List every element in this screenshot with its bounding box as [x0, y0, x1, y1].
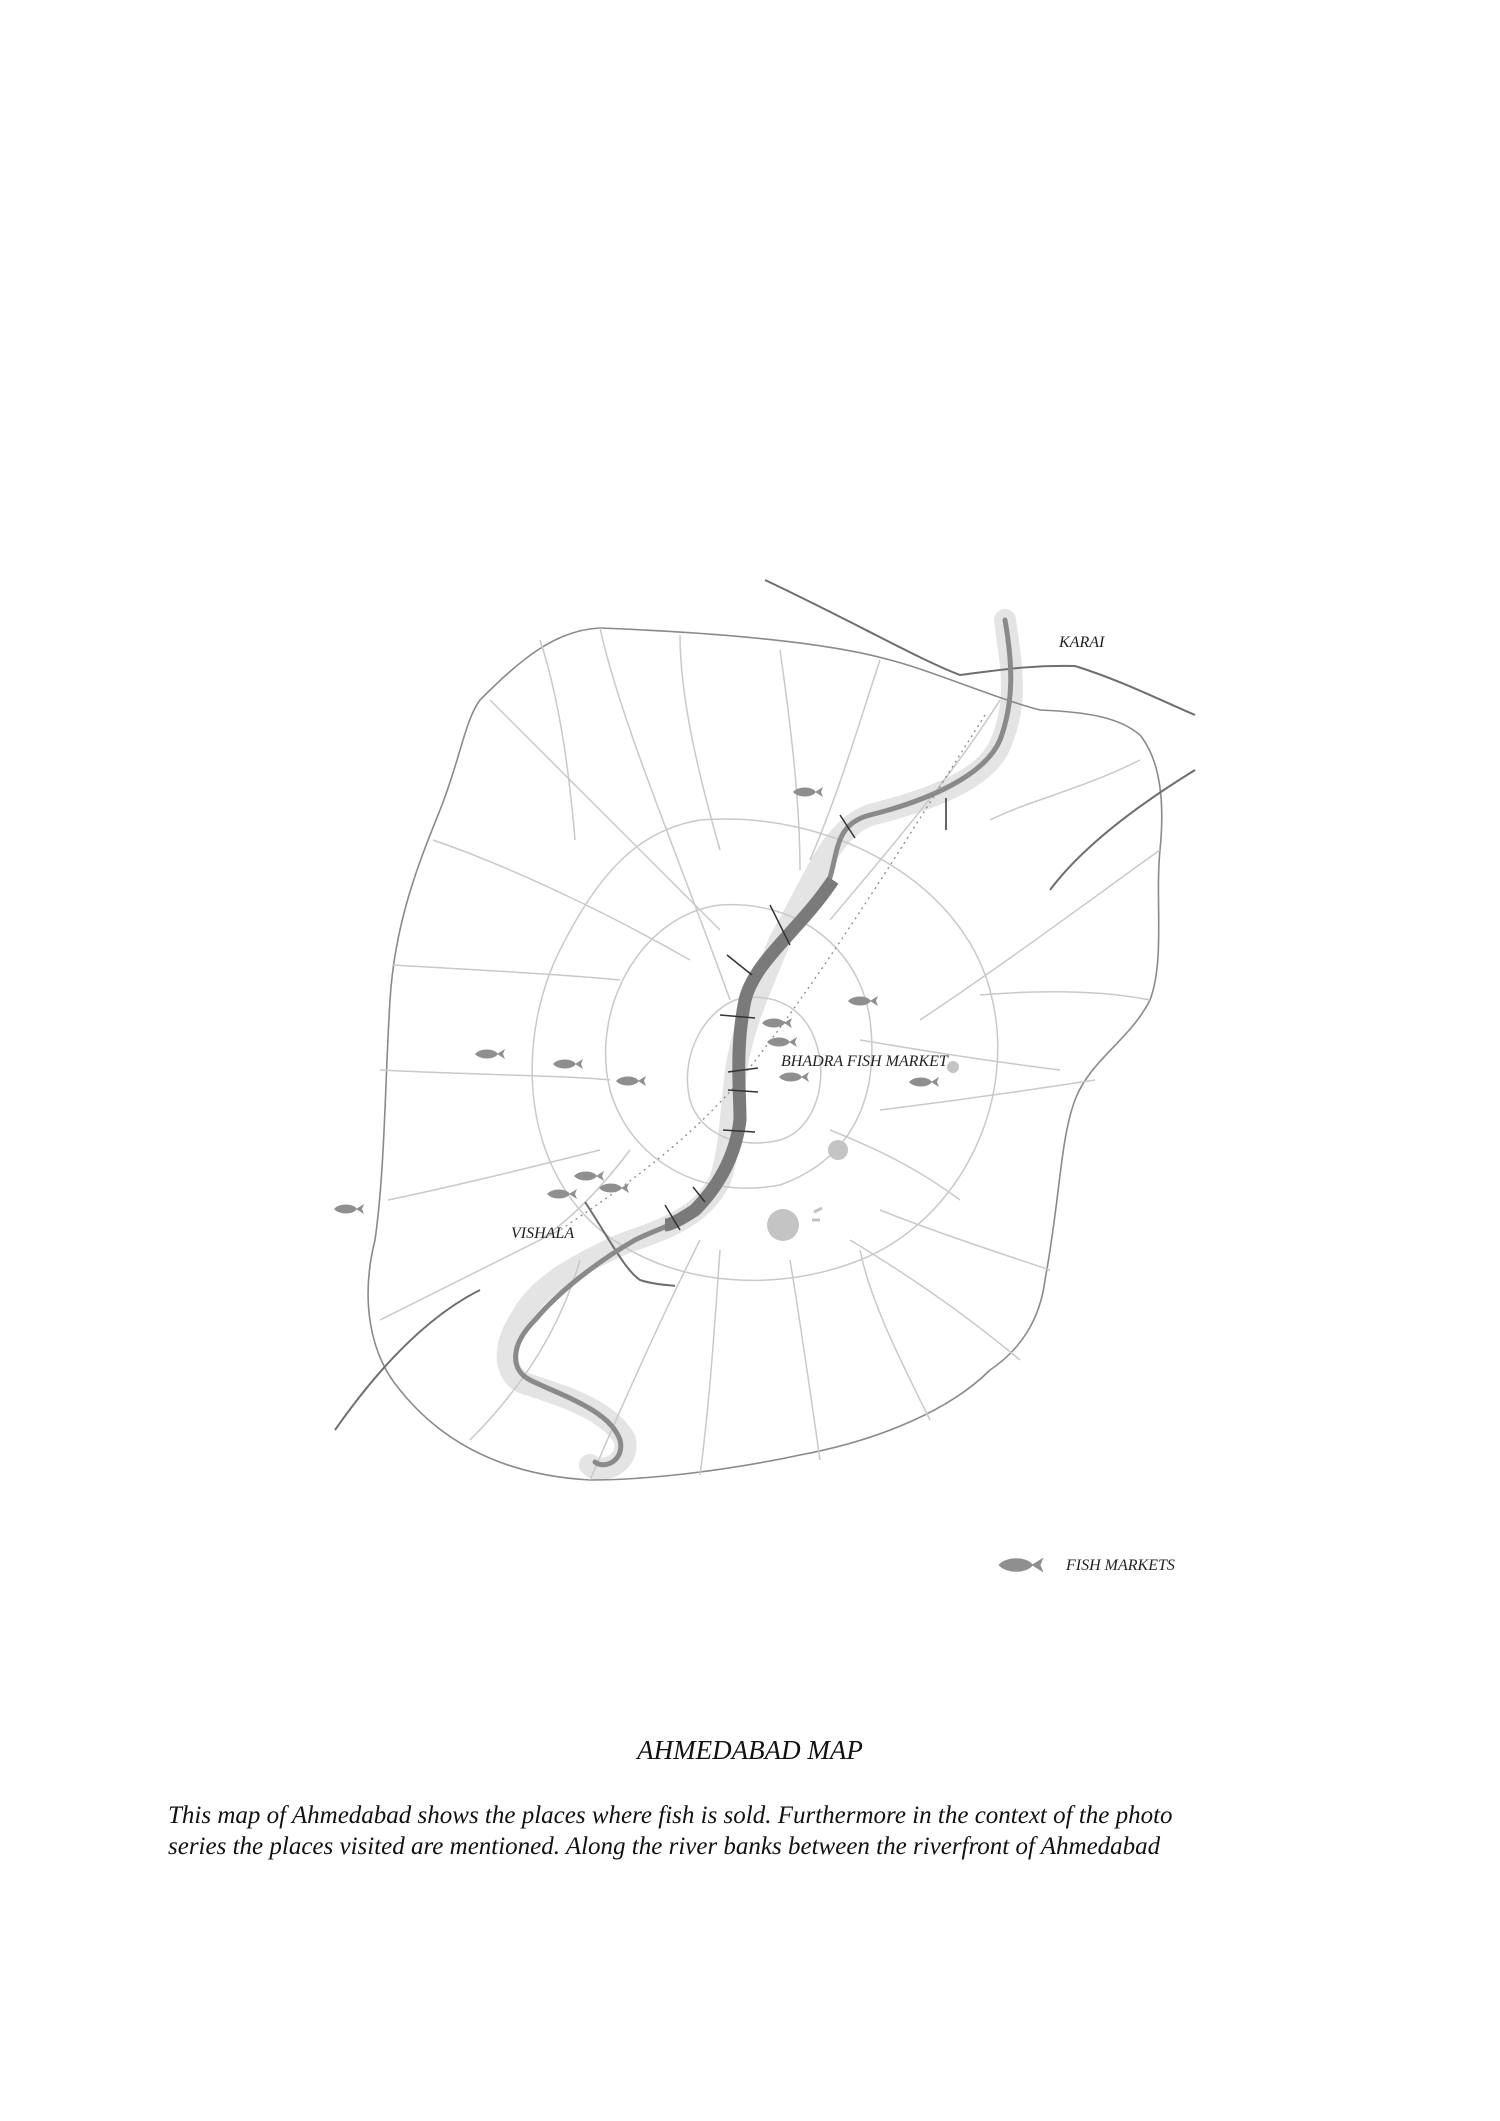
fish-market-1[interactable]	[793, 787, 823, 797]
fish-market-4[interactable]	[767, 1037, 797, 1047]
description-line-2: series the places visited are mentioned. Along the river banks between the riverfront of Ahmedabad	[168, 1833, 1161, 1860]
map-title: AHMEDABAD MAP	[637, 1735, 863, 1765]
fish-market-12[interactable]	[547, 1189, 577, 1199]
lake-chandola	[828, 1140, 848, 1160]
legend-label: FISH MARKETS	[1066, 1557, 1175, 1574]
label-bhadra-fish-market: BHADRA FISH MARKET	[781, 1053, 948, 1070]
river-bank	[508, 620, 1012, 1469]
description-line-1: This map of Ahmedabad shows the places where fish is sold. Furthermore in the context of the photo	[168, 1802, 1173, 1829]
label-vishala: VISHALA	[511, 1225, 575, 1242]
fish-market-6[interactable]	[475, 1049, 505, 1059]
fish-icon	[999, 1558, 1044, 1573]
fish-market-10[interactable]	[574, 1171, 604, 1181]
fish-market-13[interactable]	[334, 1204, 364, 1214]
fish-market-5[interactable]	[779, 1072, 809, 1082]
lake-kankaria	[767, 1209, 799, 1241]
fish-market-2[interactable]	[848, 996, 878, 1006]
legend	[999, 1557, 1175, 1574]
label-karai: KARAI	[1059, 634, 1105, 651]
fish-market-8[interactable]	[616, 1076, 646, 1086]
sabarmati-river	[516, 620, 1011, 1465]
fish-market-3[interactable]	[762, 1018, 792, 1028]
map-description	[168, 1800, 1408, 1862]
fish-market-7[interactable]	[553, 1059, 583, 1069]
lake-small	[947, 1061, 959, 1073]
fish-market-9[interactable]	[909, 1077, 939, 1087]
bridges	[665, 798, 946, 1230]
